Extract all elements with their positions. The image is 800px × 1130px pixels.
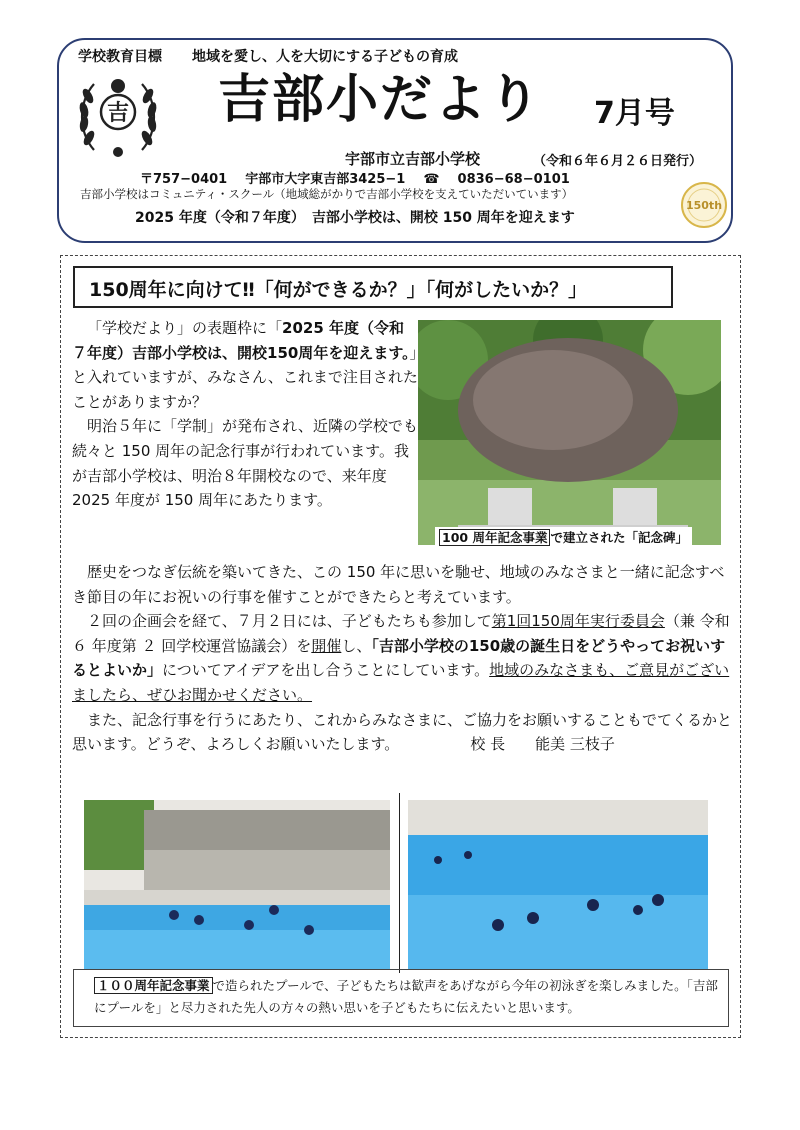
memorial-photo-caption: 100 周年記念事業 で建立された「記念碑」 [435, 527, 692, 547]
motto-label: 学校教育目標 [78, 49, 162, 65]
anniversary-note: 2025 年度（令和７年度） 吉部小学校は、開校 150 周年を迎えます [135, 210, 575, 226]
postal-code: 〒757−0401 [140, 172, 228, 187]
issue-date: （令和６年６月２６日発行） [533, 154, 703, 169]
school-emblem [74, 72, 162, 160]
article-headline: 150周年に向けて‼「何ができるか？」「何がしたいか？」 [73, 266, 673, 308]
paragraph-3: 歴史をつなぎ伝統を築いてきた、この 150 年に思いを馳せ、地域のみなさまと一緒に記念すべき節目の年にお祝いの行事を催すことができたらと考えています。 [72, 563, 725, 606]
principal-signature: 校 長 能美 三枝子 [470, 735, 615, 754]
motto-text: 地域を愛し、人を大切にする子どもの育成 [192, 49, 458, 65]
newsletter-title: 吉部小だより [218, 70, 543, 130]
intro-paragraphs [72, 316, 418, 513]
photo-divider [399, 793, 400, 973]
phone-icon: ☎ [423, 172, 440, 187]
contact-line [140, 168, 570, 187]
paragraph-4: ２回の企画会を経て、７月２日には、子どもたちも参加して第1回150周年実行委員会（兼 令和 ６ 年度第 ２ 回学校運営協議会）を開催し、「吉部小学校の150歳の誕生日をどうやってお祝いするとよいか」についてアイデアを出し合うことにしています。地域のみなさまも、ご意見がございましたら、ぜひお聞かせください。 [72, 612, 730, 704]
phone-number: 0836−68−0101 [457, 172, 570, 187]
badge-text: 150th [685, 199, 723, 212]
paragraph-1: 「学校だより」の表題枠に「2025 年度（令和７年度）吉部小学校は、開校150周年を迎えます。」と入れていますが、みなさん、これまで注目されたことがありますか？ [72, 319, 418, 411]
pool-caption: １００周年記念事業 で造られたプールで、子どもたちは歓声をあげながら今年の初泳ぎを楽しみました。「吉部にプールを」と尽力された先人の方々の熱い思いを子どもたちに伝えたいと思います。 [73, 969, 729, 1027]
issue-number: 7月号 [594, 96, 675, 131]
pool-photo-right [408, 800, 708, 970]
paragraph-5: また、記念行事を行うにあたり、これからみなさまに、ご協力をお願いすることもでてくるかと思います。どうぞ、よろしくお願いいたします。 校 長 能美 三枝子 [72, 708, 736, 757]
address: 宇部市大字東吉部3425−1 [245, 172, 406, 187]
memorial-stone-photo [418, 320, 721, 545]
community-school-note: 吉部小学校はコミュニティ・スクール（地域総がかりで吉部小学校を支えていただいています） [80, 187, 574, 201]
paragraph-2: 明治５年に「学制」が発布され、近隣の学校でも続々と 150 周年の記念行事が行われています。我が吉部小学校は、明治８年開校なので、来年度 2025 年度が 150 周年にあたります。 [72, 417, 418, 510]
body-paragraphs [72, 560, 736, 757]
anniversary-badge-icon [676, 180, 732, 230]
pool-photo-left [84, 800, 390, 970]
school-motto [78, 46, 458, 66]
emblem-character: 吉 [106, 101, 130, 126]
school-name: 宇部市立吉部小学校 [345, 150, 481, 168]
